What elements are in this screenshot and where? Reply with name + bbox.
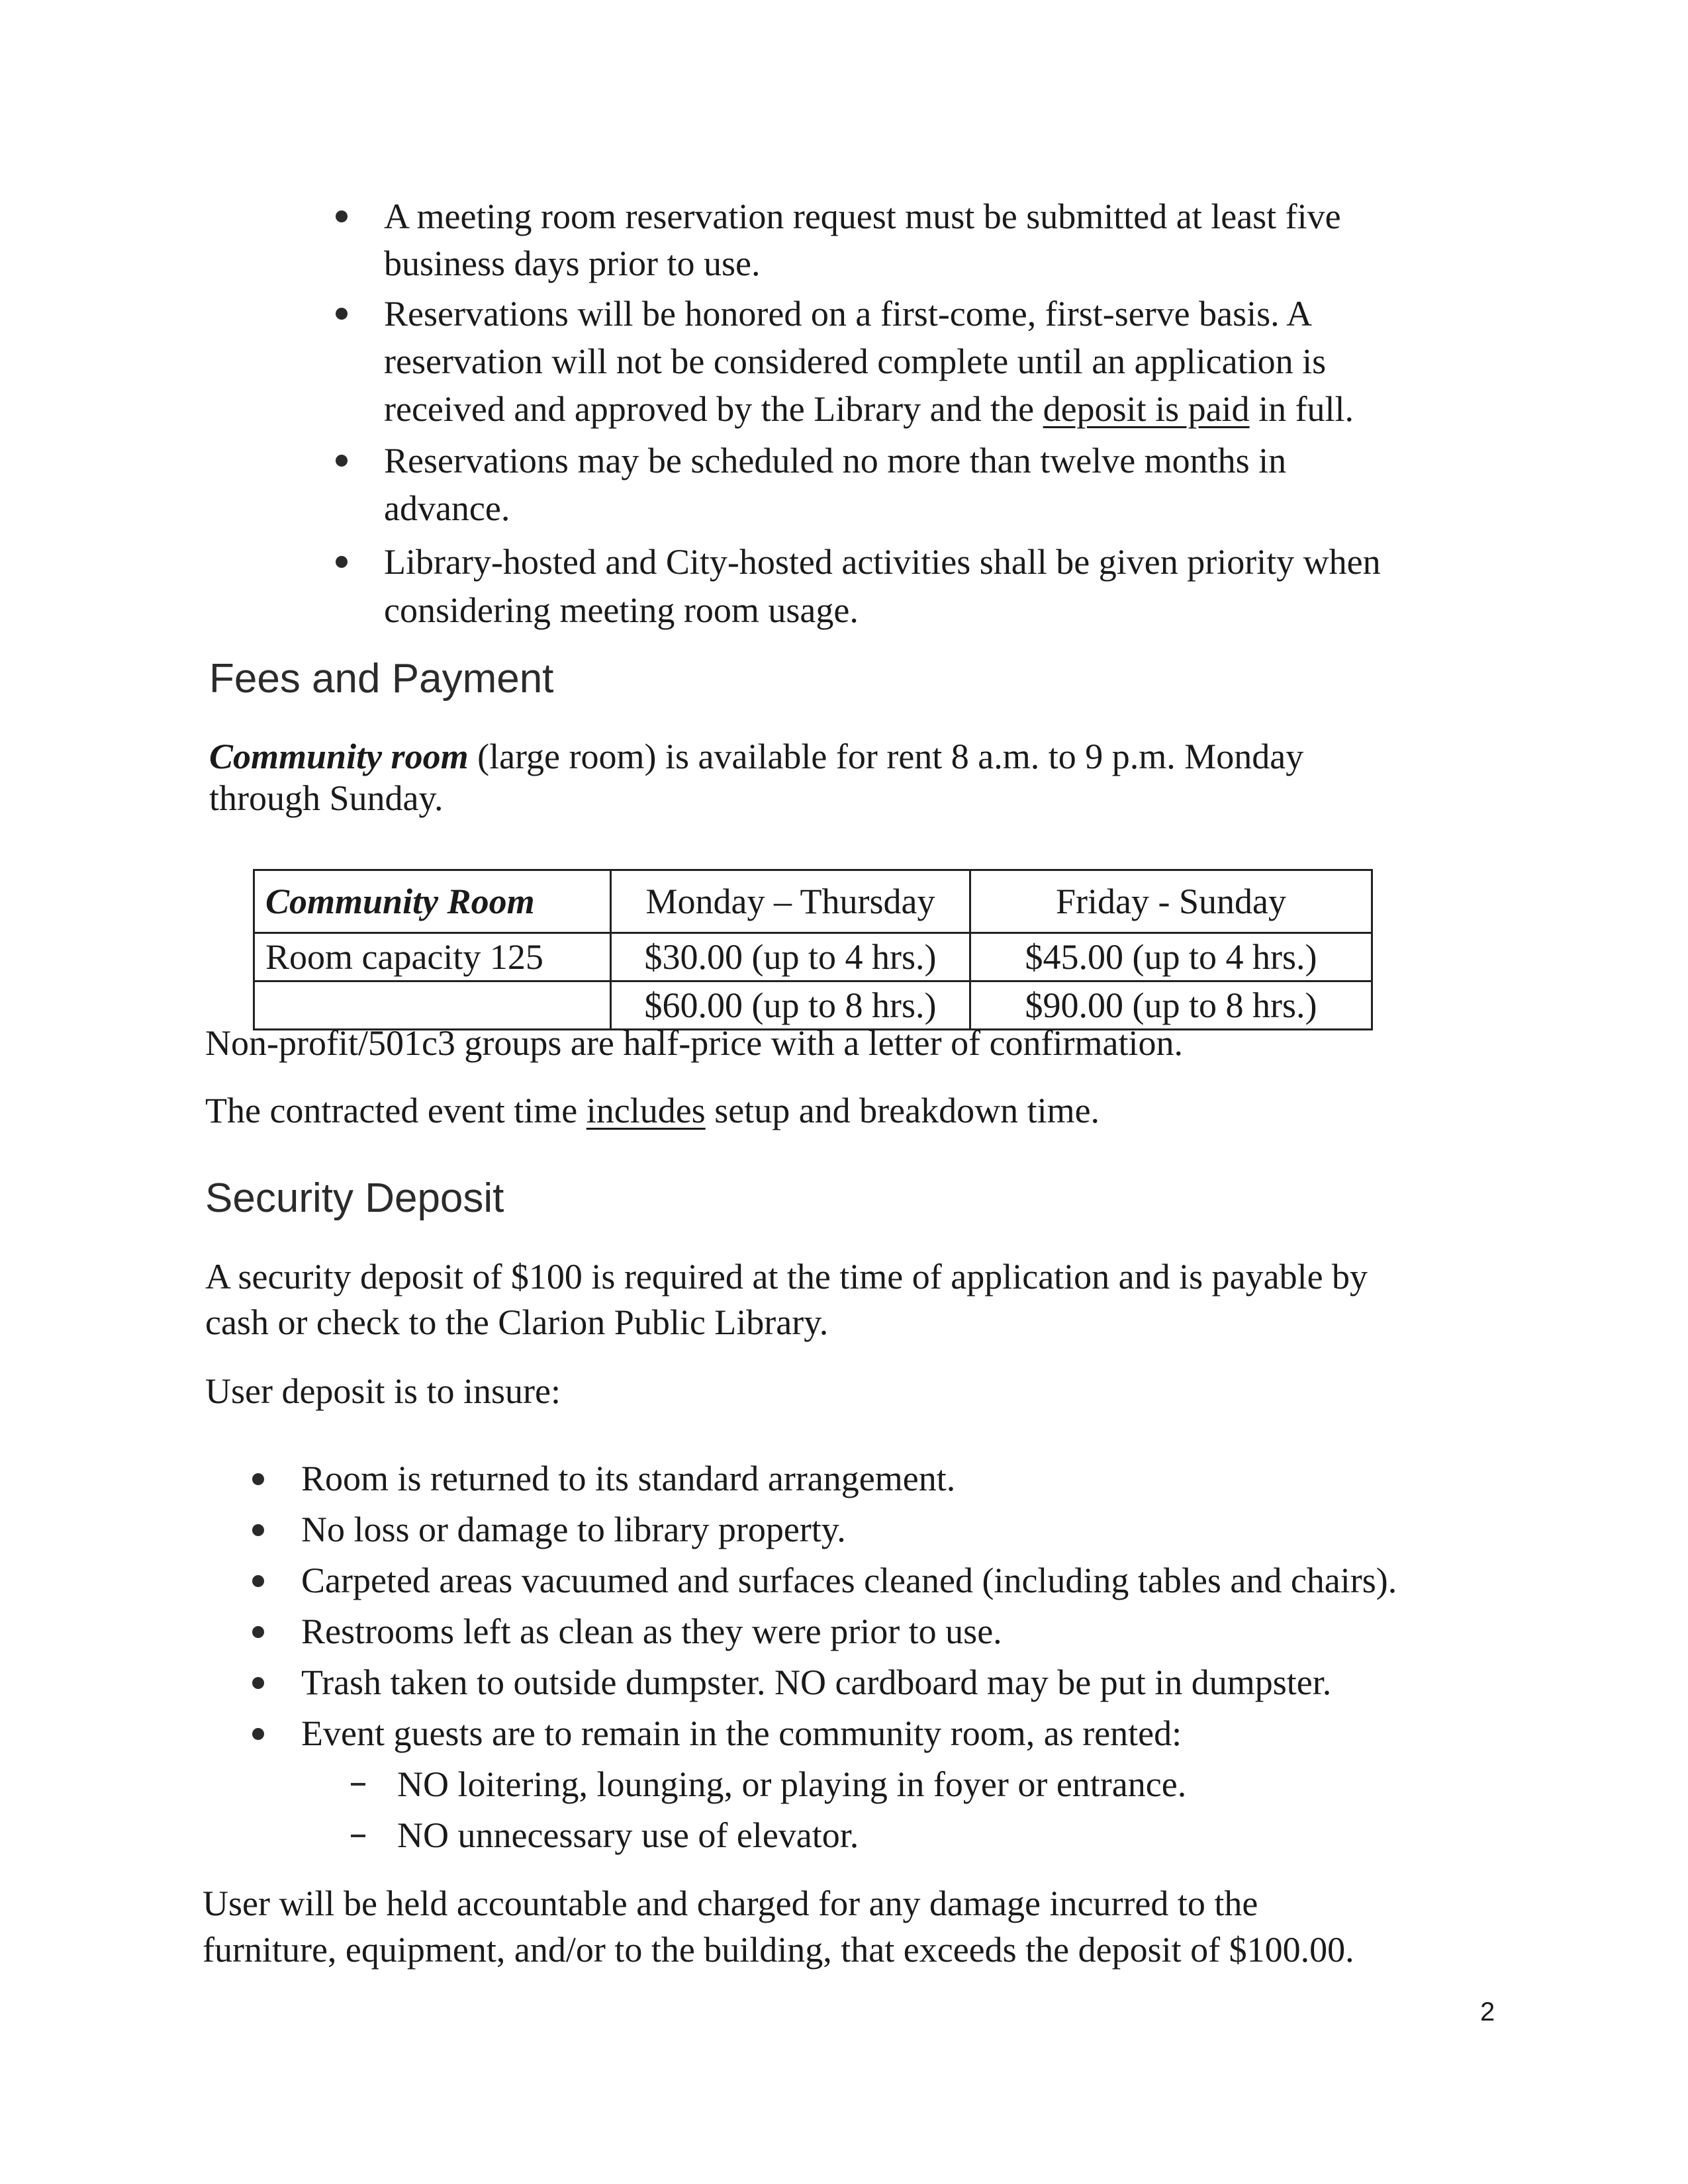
header-room-label: Community Room: [265, 882, 535, 921]
fees-table: [253, 869, 1373, 1030]
liability-line: User will be held accountable and charged for any damage incurred to the: [203, 1884, 1258, 1923]
fees-intro-line: [209, 733, 1303, 780]
bullet-icon: [252, 1575, 264, 1587]
bullet-icon: [252, 1524, 264, 1536]
liability-line: furniture, equipment, and/or to the building, that exceeds the deposit of $100.00.: [203, 1930, 1354, 1970]
rule-text-line: reservation will not be considered complete until an application is: [384, 341, 1327, 381]
bullet-icon: [252, 1473, 264, 1485]
dash-icon: [351, 1783, 365, 1786]
rule-text-line: Reservations will be honored on a first-come, first-serve basis. A: [384, 294, 1313, 334]
rule-text-line: A meeting room reservation request must be submitted at least five: [384, 197, 1341, 236]
header-cell-weekday: Monday – Thursday: [611, 870, 970, 933]
bullet-icon: [336, 210, 348, 222]
dash-icon: [351, 1835, 365, 1837]
header-cell-room: [254, 870, 611, 933]
deposit-paragraph-line: A security deposit of $100 is required at the time of application and is payable by: [205, 1257, 1368, 1297]
fees-intro-text: (large room) is available for rent 8 a.m. to 9 p.m. Monday: [468, 737, 1304, 776]
rule-text-segment: in full.: [1249, 389, 1354, 429]
deposit-paragraph-line: cash or check to the Clarion Public Library.: [205, 1302, 829, 1342]
community-room-emphasis: Community room: [209, 737, 469, 776]
list-item: Carpeted areas vacuumed and surfaces cleaned (including tables and chairs).: [301, 1561, 1397, 1600]
header-cell-weekend: Friday - Sunday: [970, 870, 1372, 933]
list-item: Trash taken to outside dumpster. NO cardboard may be put in dumpster.: [301, 1662, 1332, 1702]
event-time-text: setup and breakdown time.: [705, 1091, 1100, 1130]
nonprofit-note: Non-profit/501c3 groups are half-price with a letter of confirmation.: [205, 1023, 1183, 1063]
list-item: No loss or damage to library property.: [301, 1510, 846, 1549]
table-cell: $30.00 (up to 4 hrs.): [611, 933, 970, 981]
fees-intro-line: through Sunday.: [209, 778, 444, 818]
deposit-paid-emphasis: deposit is paid: [1043, 389, 1250, 429]
rule-text-line: business days prior to use.: [384, 244, 761, 283]
rule-text-line: advance.: [384, 488, 510, 528]
bullet-icon: [252, 1626, 264, 1638]
includes-emphasis: includes: [586, 1091, 706, 1130]
insure-intro: User deposit is to insure:: [205, 1371, 561, 1411]
table-cell: $90.00 (up to 8 hrs.): [970, 981, 1372, 1030]
rule-text-line: [384, 385, 1354, 433]
sub-list-item: NO unnecessary use of elevator.: [397, 1815, 859, 1855]
list-item: Restrooms left as clean as they were prior to use.: [301, 1612, 1002, 1651]
page-number: 2: [1480, 1997, 1495, 2026]
bullet-icon: [252, 1677, 264, 1689]
sub-list-item: NO loitering, lounging, or playing in foyer or entrance.: [397, 1764, 1187, 1804]
fees-table-header-row: [254, 870, 1372, 933]
table-cell: $45.00 (up to 4 hrs.): [970, 933, 1372, 981]
bullet-icon: [336, 308, 348, 320]
bullet-icon: [252, 1728, 264, 1740]
bullet-icon: [336, 556, 348, 568]
table-row: [254, 933, 1372, 981]
rule-text-line: considering meeting room usage.: [384, 590, 859, 630]
deposit-heading: Security Deposit: [205, 1175, 504, 1221]
rule-text-segment: received and approved by the Library and the: [384, 389, 1043, 429]
event-time-text: The contracted event time: [205, 1091, 586, 1130]
rule-text-line: Library-hosted and City-hosted activities shall be given priority when: [384, 542, 1381, 582]
table-cell: Room capacity 125: [254, 933, 611, 981]
event-time-note: [205, 1087, 1100, 1134]
list-item: Event guests are to remain in the community room, as rented:: [301, 1713, 1182, 1753]
rule-text-line: Reservations may be scheduled no more than twelve months in: [384, 441, 1287, 480]
table-cell: $60.00 (up to 8 hrs.): [611, 981, 970, 1030]
bullet-icon: [336, 455, 348, 467]
fees-heading: Fees and Payment: [209, 656, 554, 702]
list-item: Room is returned to its standard arrangement.: [301, 1459, 956, 1498]
